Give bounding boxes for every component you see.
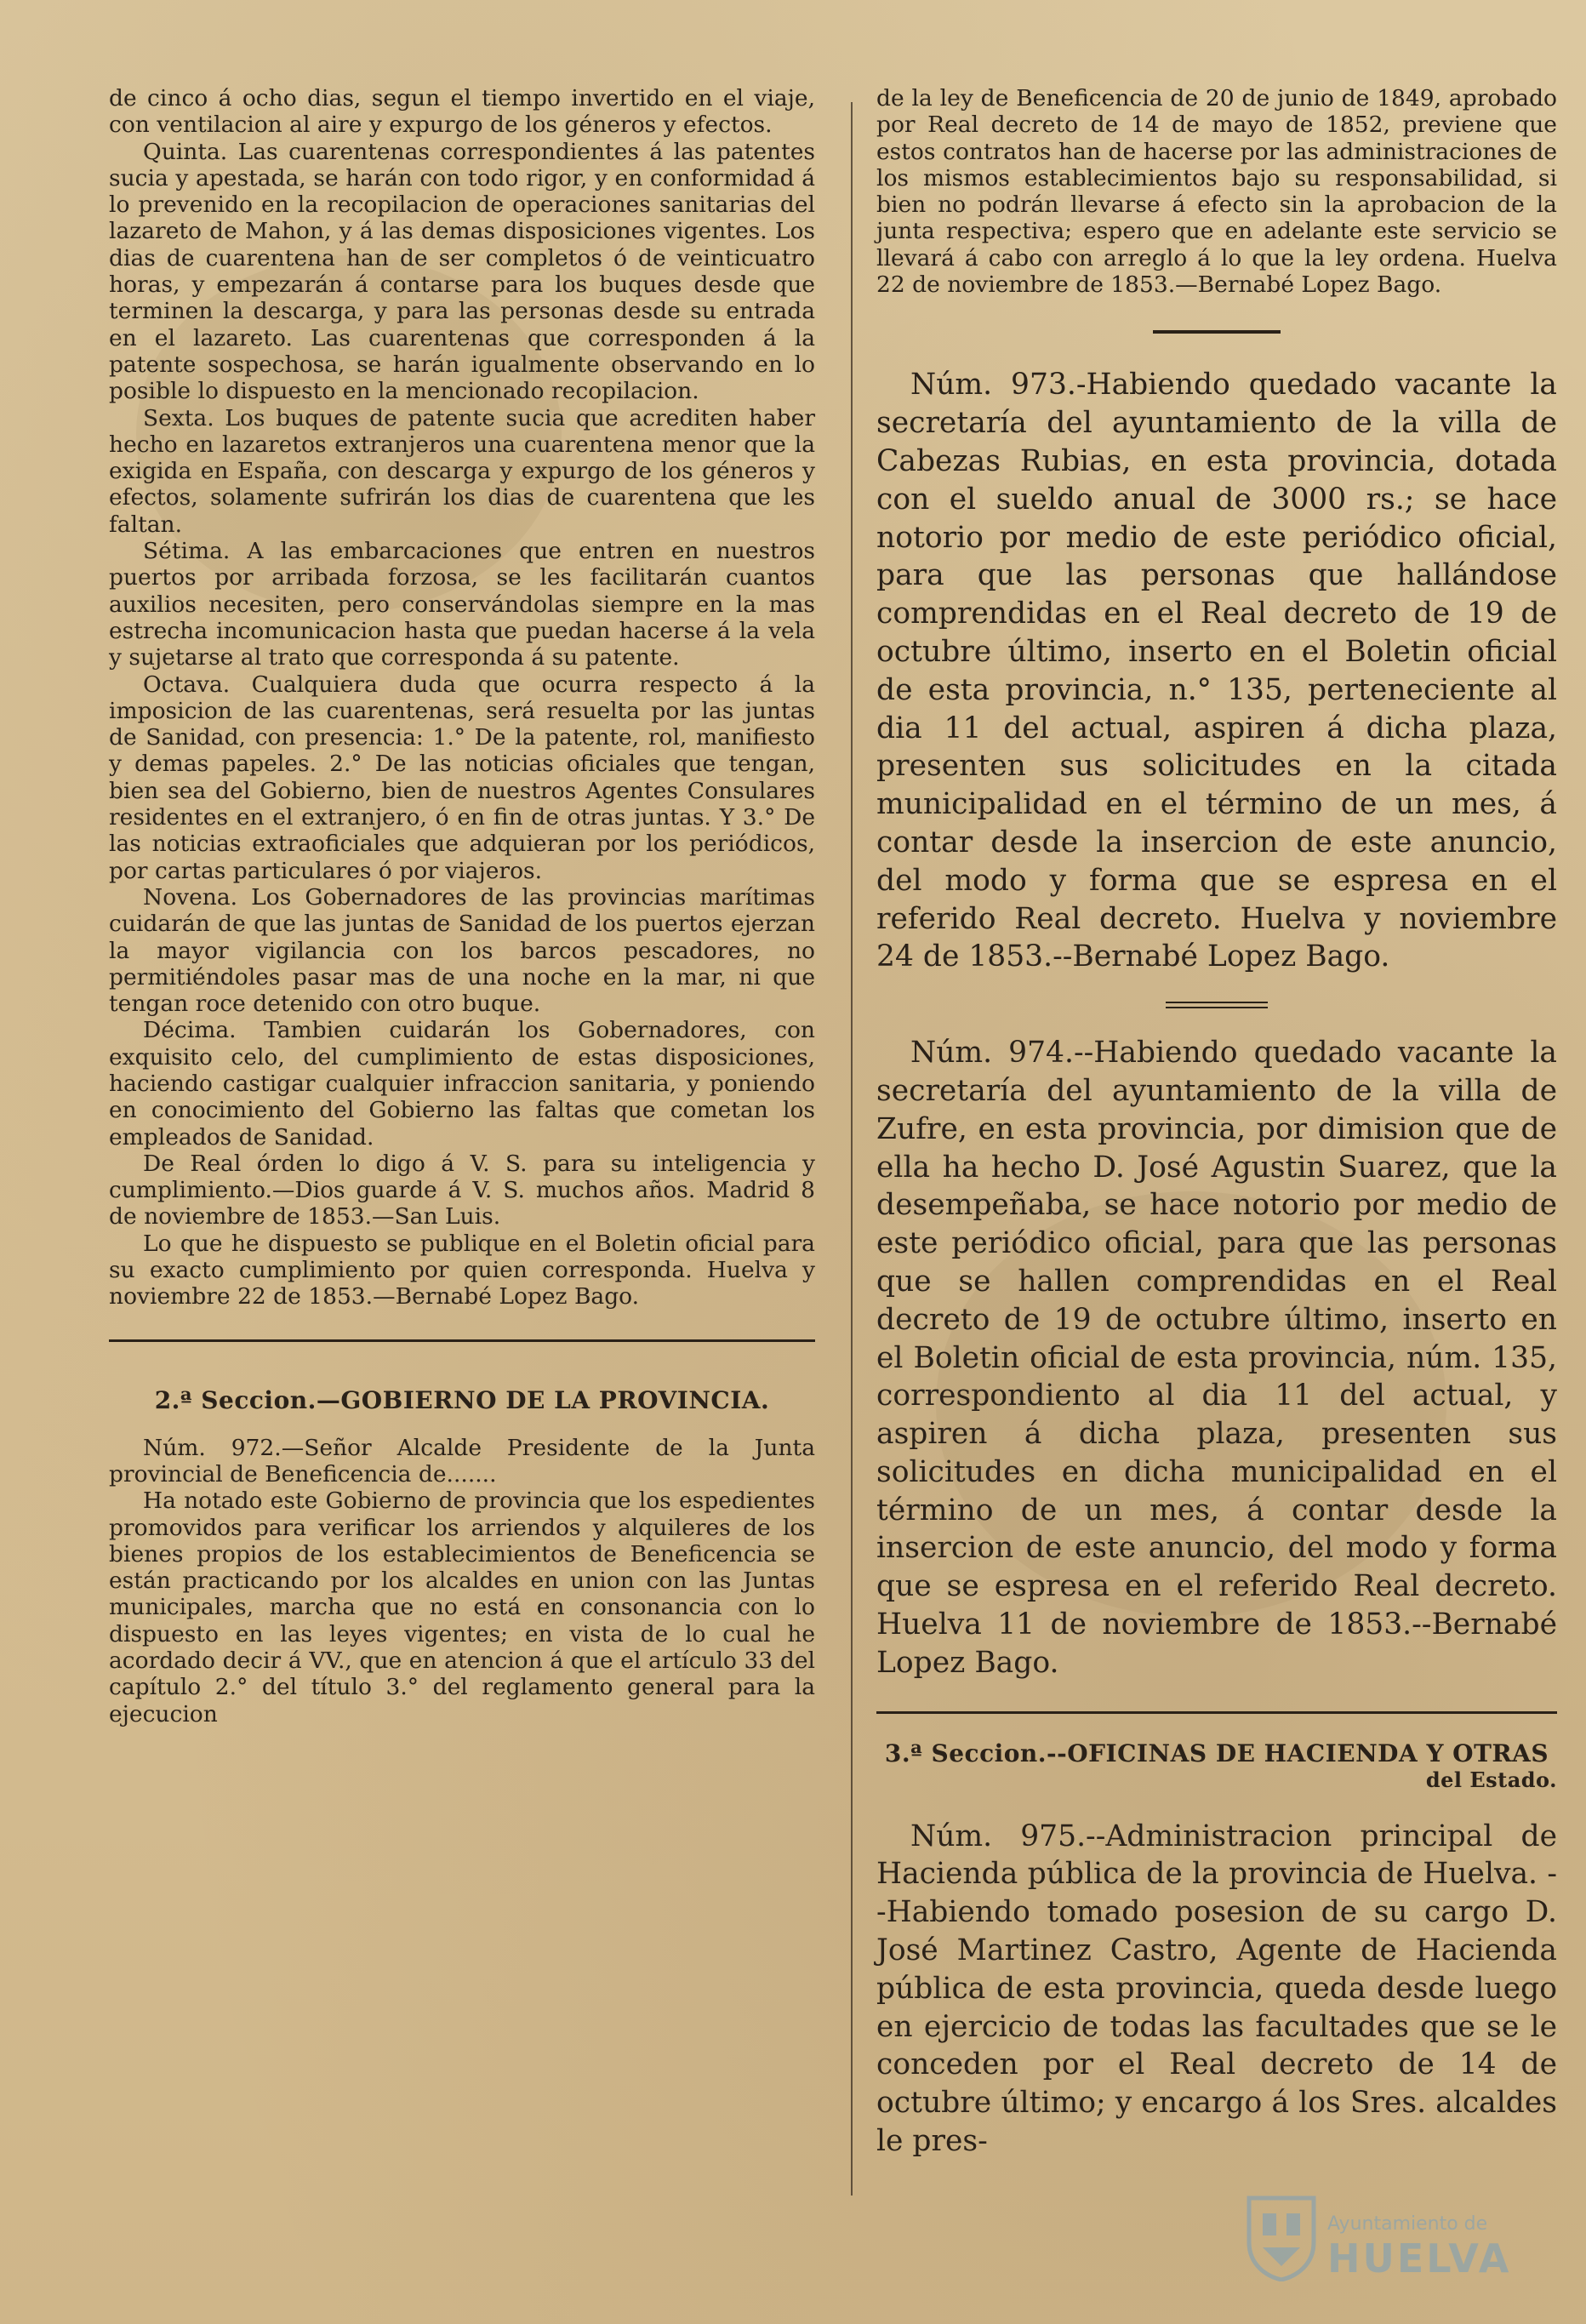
notice-972: [109, 1435, 815, 1727]
paragraph-decima: Décima. Tambien cuidarán los Gobernadores, con exquisito celo, del cumplimiento de estas disposiciones, haciendo castigar cualquier infraccion sanitaria, y poniendo en conocimiento del Gobierno las faltas que cometan los empleados de Sanidad.: [109, 1017, 815, 1151]
paragraph-setima: Sétima. A las embarcaciones que entren en nuestros puertos por arribada forzosa, se les facilitarán cuantos auxilios necesiten, pero conservándolas siempre en la mas estrecha incomunicacion hasta que puedan hacerse á la vela y sujetarse al trato que corresponda á su patente.: [109, 538, 815, 671]
coat-of-arms-icon: [1246, 2193, 1317, 2281]
paragraph-octava: Octava. Cualquiera duda que ocurra respecto á la imposicion de las cuarentenas, será resuelta por las juntas de Sanidad, con presencia: 1.° De la patente, rol, manifiesto y demas papeles. 2.° De las noticias oficiales que tengan, bien sea del Gobierno, bien de nuestros Agentes Consulares residentes en el extranjero, ó en fin de otras juntas. Y 3.° De las noticias extraoficiales que adquieran por los periódicos, por cartas particulares ó por viajeros.: [109, 671, 815, 884]
notice-divider-double: [1166, 1002, 1268, 1008]
right-continuation: [876, 85, 1557, 298]
left-column-text: [109, 85, 815, 1310]
paragraph-novena: Novena. Los Gobernadores de las provincias marítimas cuidarán de que las juntas de Sanidad de los puertos ejerzan la mayor vigilancia con los barcos pescadores, no permitiéndoles pasar mas de una noche en la mar, ni que tengan roce detenido con otro buque.: [109, 883, 815, 1018]
section-heading-hacienda: [876, 1739, 1557, 1792]
watermark-name: HUELVA: [1327, 2235, 1512, 2281]
section-divider: [876, 1711, 1557, 1714]
right-column: [876, 85, 1557, 2161]
paragraph-sexta: Sexta. Los buques de patente sucia que acrediten haber hecho en lazaretos extranjeros una cuarentena menor que la exigida en España, con descarga y expurgo de los géneros y efectos, solamente sufrirán los dias de cuarentena que les faltan.: [109, 404, 815, 538]
notice-972-title: Núm. 972.—Señor Alcalde Presidente de la Junta provincial de Beneficencia de.......: [109, 1434, 815, 1487]
paragraph-real-orden: De Real órden lo digo á V. S. para su inteligencia y cumplimiento.—Dios guarde á V. S. muchos años. Madrid 8 de noviembre de 1853.—San Luis.: [109, 1150, 815, 1231]
notice-974-text: Núm. 974.--Habiendo quedado vacante la secretaría del ayuntamiento de la villa de Zufre, en esta provincia, por dimision que de ella ha hecho D. José Agustin Suarez, que la desempeñaba, se hace notorio por medio de este periódico oficial, para que las personas que se hallen comprendidas en el Real decreto de 19 de octubre último, inserto en el Boletin oficial de esta provincia, núm. 135, correspondiento al dia 11 del actual, y aspiren á dicha plaza, presenten sus solicitudes en dicha municipalidad en el término de un mes, á contar desde la insercion de este anuncio, del modo y forma que se espresa en el referido Real decreto. Huelva 11 de noviembre de 1853.--Bernabé Lopez Bago.: [876, 1036, 1557, 1680]
watermark-label: Ayuntamiento de: [1327, 2213, 1488, 2235]
column-divider: [851, 102, 853, 2196]
notice-divider: [1153, 330, 1281, 334]
notice-975-text: Núm. 975.--Administracion principal de Hacienda pública de la provincia de Huelva. --Habiendo tomado posesion de su cargo D. José Martinez Castro, Agente de Hacienda pública de esta provincia, queda desde luego en ejercicio de todas las facultades que se le conceden por el Real decreto de 14 de octubre último; y encargo á los Sres. alcaldes le pres-: [876, 1819, 1557, 2159]
notice-973: [876, 366, 1557, 976]
paragraph-publicacion: Lo que he dispuesto se publique en el Boletin oficial para su exacto cumplimiento por quien corresponda. Huelva y noviembre 22 de 1853.—Bernabé Lopez Bago.: [109, 1230, 815, 1310]
section-divider: [109, 1339, 815, 1342]
paragraph-beneficencia-continuation: de la ley de Beneficencia de 20 de junio de 1849, aprobado por Real decreto de 14 de mayo de 1852, previene que estos contratos han de hacerse por las administraciones de los mismos establecimientos bajo su responsabilidad, si bien no podrán llevarse á efecto sin la aprobacion de la junta respectiva; espero que en adelante este servicio se llevará á cabo con arreglo á lo que la ley ordena. Huelva 22 de noviembre de 1853.—Bernabé Lopez Bago.: [876, 85, 1557, 299]
section-heading-hacienda-line1: 3.ª Seccion.--OFICINAS DE HACIENDA Y OTRAS: [884, 1739, 1549, 1767]
paragraph-continuation: de cinco á ocho dias, segun el tiempo invertido en el viaje, con ventilacion al aire y expurgo de los géneros y efectos.: [109, 85, 815, 139]
section-heading-hacienda-line2: del Estado.: [1425, 1767, 1557, 1792]
archive-watermark: [1246, 2188, 1526, 2290]
notice-972-body: Ha notado este Gobierno de provincia que los espedientes promovidos para verificar los arriendos y alquileres de los bienes propios de los establecimientos de Beneficencia se están practicando por los alcaldes en union con las Juntas municipales, marcha que no está en consonancia con lo dispuesto en las leyes vigentes; en vista de lo cual he acordado decir á VV., que en atencion á que el artículo 33 del capítulo 2.° del título 3.° del reglamento general para la ejecucion: [109, 1487, 815, 1727]
paragraph-quinta: Quinta. Las cuarentenas correspondientes á las patentes sucia y apestada, se harán con todo rigor, y en conformidad á lo prevenido en la recopilacion de operaciones sanitarias del lazareto de Mahon, y á las demas disposiciones vigentes. Los dias de cuarentena han de ser completos ó de veinticuatro horas, y empezarán á contarse para los buques desde que terminen la descarga, y para las personas desde su entrada en el lazareto. Las cuarentenas que corresponden á la patente sospechosa, se harán igualmente observando en lo posible lo dispuesto en la mencionado recopilacion.: [109, 138, 815, 405]
section-heading-gobierno: 2.ª Seccion.—GOBIERNO DE LA PROVINCIA.: [154, 1385, 770, 1414]
notice-973-text: Núm. 973.-Habiendo quedado vacante la secretaría del ayuntamiento de la villa de Cabezas Rubias, en esta provincia, dotada con el sueldo anual de 3000 rs.; se hace notorio por medio de este periódico oficial, para que las personas que hallándose comprendidas en el Real decreto de 19 de octubre último, inserto en el Boletin oficial de esta provincia, n.° 135, perteneciente al dia 11 del actual, aspiren á dicha plaza, presenten sus solicitudes en la citada municipalidad en el término de un mes, á contar desde la insercion de este anuncio, del modo y forma que se espresa en el referido Real decreto. Huelva y noviembre 24 de 1853.--Bernabé Lopez Bago.: [876, 368, 1557, 974]
notice-975: [876, 1818, 1557, 2161]
left-column: [109, 85, 815, 1727]
notice-974: [876, 1034, 1557, 1682]
